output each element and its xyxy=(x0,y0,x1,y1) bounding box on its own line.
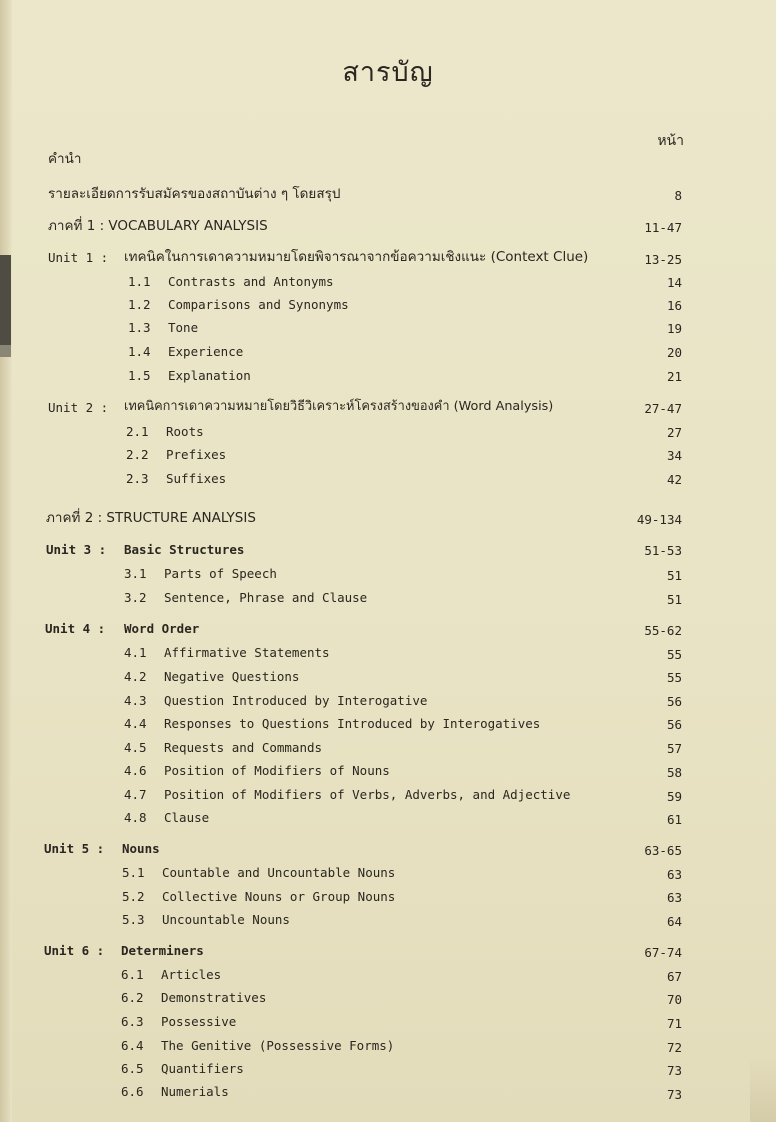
section-number: 6.3 xyxy=(121,1014,144,1029)
section-title: Tone xyxy=(168,320,199,335)
unit-page-range: 67-74 xyxy=(644,945,682,960)
section-page: 63 xyxy=(666,890,682,905)
section-number: 4.7 xyxy=(124,787,147,802)
section-entry xyxy=(124,589,367,607)
section-page: 42 xyxy=(666,472,682,487)
page-binding-edge xyxy=(0,0,12,1122)
section-number: 3.1 xyxy=(124,566,147,581)
section-number: 5.1 xyxy=(122,865,145,880)
section-page: 73 xyxy=(666,1087,682,1102)
section-number: 6.1 xyxy=(121,967,144,982)
section-entry xyxy=(121,989,266,1007)
section-entry xyxy=(124,692,427,710)
section-entry xyxy=(122,888,395,906)
section-number: 1.3 xyxy=(128,320,151,335)
section-entry xyxy=(121,1037,394,1055)
section-number: 1.5 xyxy=(128,368,151,383)
part-heading: ภาคที่ 2 : STRUCTURE ANALYSIS xyxy=(46,510,256,526)
unit-title: Basic Structures xyxy=(124,542,245,557)
section-page: 56 xyxy=(666,694,682,709)
section-page: 61 xyxy=(666,812,682,827)
section-number: 4.2 xyxy=(124,669,147,684)
section-entry xyxy=(128,319,198,337)
section-title: Numerials xyxy=(161,1084,229,1099)
section-number: 1.2 xyxy=(128,297,151,312)
section-number: 3.2 xyxy=(124,590,147,605)
section-page: 72 xyxy=(666,1040,682,1055)
unit-page-range: 27-47 xyxy=(644,401,682,416)
section-entry xyxy=(124,786,570,804)
part-page-range: 49-134 xyxy=(636,512,682,527)
section-page: 27 xyxy=(666,425,682,440)
section-entry xyxy=(124,715,540,733)
section-entry xyxy=(124,565,277,583)
page-corner-shadow xyxy=(750,1060,776,1122)
part-heading: ภาคที่ 1 : VOCABULARY ANALYSIS xyxy=(48,218,268,234)
section-number: 4.1 xyxy=(124,645,147,660)
section-page: 16 xyxy=(666,298,682,313)
section-number: 5.3 xyxy=(122,912,145,927)
unit-label: Unit 4 : xyxy=(45,621,106,636)
section-title: Clause xyxy=(164,810,210,825)
section-page: 34 xyxy=(666,448,682,463)
section-number: 6.5 xyxy=(121,1061,144,1076)
section-title: Collective Nouns or Group Nouns xyxy=(162,889,396,904)
binding-tab-mark xyxy=(0,255,11,345)
unit-page-range: 13-25 xyxy=(644,252,682,267)
unit-label: Unit 6 : xyxy=(44,943,105,958)
section-page: 58 xyxy=(666,765,682,780)
section-number: 1.1 xyxy=(128,274,151,289)
section-page: 14 xyxy=(666,275,682,290)
section-entry xyxy=(124,762,390,780)
section-entry xyxy=(121,966,221,984)
section-number: 2.1 xyxy=(126,424,149,439)
section-page: 71 xyxy=(666,1016,682,1031)
unit-page-range: 63-65 xyxy=(644,843,682,858)
section-number: 6.6 xyxy=(121,1084,144,1099)
section-number: 4.4 xyxy=(124,716,147,731)
section-title: The Genitive (Possessive Forms) xyxy=(161,1038,395,1053)
section-entry xyxy=(128,273,334,291)
section-page: 55 xyxy=(666,647,682,662)
section-title: Position of Modifiers of Nouns xyxy=(164,763,390,778)
section-number: 5.2 xyxy=(122,889,145,904)
foreword-entry: คำนำ xyxy=(48,151,82,167)
section-entry xyxy=(121,1083,229,1101)
section-number: 6.2 xyxy=(121,990,144,1005)
section-number: 4.6 xyxy=(124,763,147,778)
section-page: 59 xyxy=(666,789,682,804)
section-title: Countable and Uncountable Nouns xyxy=(162,865,396,880)
section-entry xyxy=(122,864,395,882)
section-title: Sentence, Phrase and Clause xyxy=(164,590,368,605)
section-title: Requests and Commands xyxy=(164,740,323,755)
unit-page-range: 51-53 xyxy=(644,543,682,558)
section-title: Responses to Questions Introduced by Interogatives xyxy=(164,716,541,731)
section-number: 4.3 xyxy=(124,693,147,708)
section-page: 57 xyxy=(666,741,682,756)
section-title: Suffixes xyxy=(166,471,227,486)
section-page: 19 xyxy=(666,321,682,336)
section-page: 51 xyxy=(666,592,682,607)
section-number: 2.2 xyxy=(126,447,149,462)
section-page: 56 xyxy=(666,717,682,732)
section-entry xyxy=(124,809,209,827)
summary-entry-page: 8 xyxy=(674,188,682,203)
section-title: Parts of Speech xyxy=(164,566,277,581)
unit-title: Word Order xyxy=(124,621,200,636)
section-title: Roots xyxy=(166,424,204,439)
section-title: Possessive xyxy=(161,1014,237,1029)
unit-page-range: 55-62 xyxy=(644,623,682,638)
section-title: Comparisons and Synonyms xyxy=(168,297,349,312)
section-title: Experience xyxy=(168,344,244,359)
section-entry xyxy=(126,446,226,464)
section-page: 20 xyxy=(666,345,682,360)
section-entry xyxy=(121,1013,236,1031)
page-title: สารบัญ xyxy=(342,57,434,88)
unit-title: Nouns xyxy=(122,841,160,856)
section-number: 2.3 xyxy=(126,471,149,486)
section-entry xyxy=(121,1060,244,1078)
section-page: 64 xyxy=(666,914,682,929)
section-number: 4.5 xyxy=(124,740,147,755)
section-entry xyxy=(124,668,299,686)
section-page: 51 xyxy=(666,568,682,583)
section-title: Contrasts and Antonyms xyxy=(168,274,334,289)
section-title: Uncountable Nouns xyxy=(162,912,290,927)
section-page: 63 xyxy=(666,867,682,882)
section-entry xyxy=(126,470,226,488)
section-entry xyxy=(128,296,349,314)
section-title: Explanation xyxy=(168,368,251,383)
unit-label: Unit 5 : xyxy=(44,841,105,856)
section-page: 55 xyxy=(666,670,682,685)
unit-label: Unit 3 : xyxy=(46,542,107,557)
section-title: Affirmative Statements xyxy=(164,645,330,660)
unit-label: Unit 2 : xyxy=(48,400,109,415)
page-column-header: หน้า xyxy=(657,133,684,149)
section-title: Quantifiers xyxy=(161,1061,244,1076)
section-entry xyxy=(128,367,251,385)
unit-title: เทคนิคการเดาความหมายโดยวิธีวิเคราะห์โครงสร้างของคำ (Word Analysis) xyxy=(124,399,554,414)
section-page: 21 xyxy=(666,369,682,384)
section-number: 1.4 xyxy=(128,344,151,359)
section-page: 67 xyxy=(666,969,682,984)
section-page: 73 xyxy=(666,1063,682,1078)
section-title: Prefixes xyxy=(166,447,227,462)
section-entry xyxy=(124,644,330,662)
section-number: 6.4 xyxy=(121,1038,144,1053)
unit-title: เทคนิคในการเดาความหมายโดยพิจารณาจากข้อความเชิงแนะ (Context Clue) xyxy=(124,249,589,265)
section-title: Negative Questions xyxy=(164,669,300,684)
section-entry xyxy=(124,739,322,757)
section-entry xyxy=(126,423,204,441)
section-title: Position of Modifiers of Verbs, Adverbs, and Adjective xyxy=(164,787,571,802)
section-title: Articles xyxy=(161,967,222,982)
section-entry xyxy=(122,911,290,929)
part-page-range: 11-47 xyxy=(644,220,682,235)
section-number: 4.8 xyxy=(124,810,147,825)
section-entry xyxy=(128,343,243,361)
binding-tab-mark-light xyxy=(0,345,11,357)
section-page: 70 xyxy=(666,992,682,1007)
section-title: Demonstratives xyxy=(161,990,267,1005)
unit-title: Determiners xyxy=(121,943,204,958)
section-title: Question Introduced by Interogative xyxy=(164,693,428,708)
summary-entry-title: รายละเอียดการรับสมัครของสถาบันต่าง ๆ โดยสรุป xyxy=(48,186,341,202)
unit-label: Unit 1 : xyxy=(48,250,109,265)
